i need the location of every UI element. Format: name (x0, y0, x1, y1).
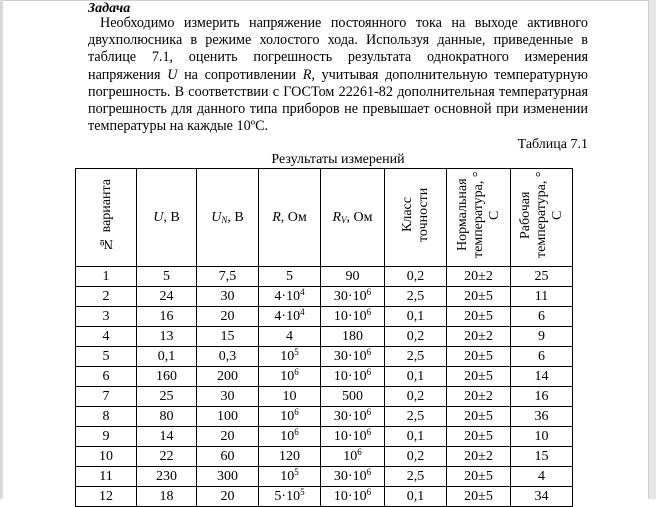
cell-working-temp: 25 (511, 267, 573, 287)
table-row (76, 327, 573, 347)
cell-un: 100 (197, 407, 259, 427)
cell-variant: 4 (76, 327, 137, 347)
cell-rv: $30\cdot 10^6$ (321, 407, 385, 427)
cell-normal-temp: 20±5 (447, 487, 511, 507)
var-r: R (302, 66, 312, 83)
cell-accuracy-class: 0,1 (385, 367, 447, 387)
cell-u: 16 (137, 307, 197, 327)
table-row (76, 447, 573, 467)
cell-u: 22 (137, 447, 197, 467)
cell-working-temp: 4 (511, 467, 573, 487)
table-row (76, 367, 573, 387)
task-title: Задача (88, 1, 131, 16)
table-row (76, 267, 573, 287)
cell-accuracy-class: 0,1 (385, 487, 447, 507)
cell-rv: $30\cdot 10^6$ (321, 347, 385, 367)
cell-un: 20 (197, 307, 259, 327)
cell-un: 30 (197, 387, 259, 407)
cell-normal-temp: 20±5 (447, 407, 511, 427)
task-paragraph (88, 15, 588, 135)
cell-rv: 90 (321, 267, 385, 287)
header-un: $U_N$, В (197, 169, 259, 267)
cell-variant: 6 (76, 367, 137, 387)
cell-u: 25 (137, 387, 197, 407)
table-row (76, 407, 573, 427)
cell-u: 0,1 (137, 347, 197, 367)
cell-rv: $30\cdot 10^6$ (321, 287, 385, 307)
cell-rv: $10\cdot 10^6$ (321, 487, 385, 507)
cell-working-temp: 34 (511, 487, 573, 507)
cell-u: 5 (137, 267, 197, 287)
cell-u: 14 (137, 427, 197, 447)
table-number: Таблица 7.1 (517, 137, 588, 152)
cell-un: 7,5 (197, 267, 259, 287)
cell-variant: 10 (76, 447, 137, 467)
cell-normal-temp: 20±5 (447, 287, 511, 307)
cell-r: $5\cdot 10^5$ (259, 487, 321, 507)
table-row (76, 467, 573, 487)
header-normal-temp: Нормальная температура, ° С (447, 169, 511, 267)
cell-r: $10^5$ (259, 467, 321, 487)
cell-variant: 2 (76, 287, 137, 307)
cell-working-temp: 6 (511, 307, 573, 327)
cell-accuracy-class: 0,1 (385, 427, 447, 447)
cell-un: 30 (197, 287, 259, 307)
cell-r: 120 (259, 447, 321, 467)
cell-rv: $30\cdot 10^6$ (321, 467, 385, 487)
table-row (76, 387, 573, 407)
cell-r: $10^6$ (259, 427, 321, 447)
cell-working-temp: 14 (511, 367, 573, 387)
table-caption: Результаты измерений (271, 152, 405, 167)
header-working-temp: Рабочая температура, ° С (511, 169, 573, 267)
cell-normal-temp: 20±5 (447, 367, 511, 387)
cell-normal-temp: 20±5 (447, 307, 511, 327)
header-u: U, В (137, 169, 197, 267)
header-variant: № варианта (76, 169, 137, 267)
cell-un: 300 (197, 467, 259, 487)
paragraph-text-1: Необходимо измерить напряжение постоянного тока на выходе активного двухполюсника в режиме холостого хода. Используя данные, приведенные в таблице 7.1, оценить погрешность результата однократного измерения напряжения (88, 15, 588, 83)
cell-r: $10^6$ (259, 407, 321, 427)
cell-variant: 12 (76, 487, 137, 507)
cell-variant: 5 (76, 347, 137, 367)
cell-un: 200 (197, 367, 259, 387)
cell-variant: 11 (76, 467, 137, 487)
header-rv: $R_V$, Ом (321, 169, 385, 267)
cell-rv: 500 (321, 387, 385, 407)
cell-accuracy-class: 0,1 (385, 307, 447, 327)
viewer-left-border (0, 0, 3, 499)
cell-r: 5 (259, 267, 321, 287)
cell-normal-temp: 20±5 (447, 467, 511, 487)
cell-accuracy-class: 2,5 (385, 407, 447, 427)
cell-normal-temp: 20±2 (447, 267, 511, 287)
cell-normal-temp: 20±2 (447, 447, 511, 467)
cell-u: 13 (137, 327, 197, 347)
cell-u: 80 (137, 407, 197, 427)
cell-rv: 180 (321, 327, 385, 347)
cell-u: 18 (137, 487, 197, 507)
cell-working-temp: 16 (511, 387, 573, 407)
cell-un: 15 (197, 327, 259, 347)
cell-r: $10^5$ (259, 347, 321, 367)
cell-normal-temp: 20±2 (447, 327, 511, 347)
cell-normal-temp: 20±5 (447, 427, 511, 447)
cell-variant: 1 (76, 267, 137, 287)
cell-variant: 8 (76, 407, 137, 427)
cell-rv: $10\cdot 10^6$ (321, 307, 385, 327)
table-row (76, 487, 573, 507)
cell-u: 160 (137, 367, 197, 387)
cell-rv: $10\cdot 10^6$ (321, 367, 385, 387)
cell-working-temp: 6 (511, 347, 573, 367)
cell-u: 230 (137, 467, 197, 487)
cell-accuracy-class: 0,2 (385, 327, 447, 347)
header-accuracy-class: Класс точности (385, 169, 447, 267)
cell-accuracy-class: 0,2 (385, 267, 447, 287)
paragraph-text-2: на сопротивлении (177, 66, 303, 83)
cell-u: 24 (137, 287, 197, 307)
paragraph-text-3: , учитывая дополнительную температурную погрешность. В соответствии с ГОСТом 22261-82 дополнительная температурная погрешность для данного типа приборов не превышает основной при изменении температуры на каждые 10ºC. (88, 66, 588, 135)
cell-r: $4\cdot 10^4$ (259, 307, 321, 327)
table-body (76, 267, 573, 507)
cell-r: $10^6$ (259, 367, 321, 387)
cell-variant: 3 (76, 307, 137, 327)
cell-un: 0,3 (197, 347, 259, 367)
table-header-row (76, 169, 573, 267)
cell-accuracy-class: 2,5 (385, 287, 447, 307)
cell-rv: $10\cdot 10^6$ (321, 427, 385, 447)
cell-rv: $10^6$ (321, 447, 385, 467)
header-r: R, Ом (259, 169, 321, 267)
cell-working-temp: 9 (511, 327, 573, 347)
cell-normal-temp: 20±5 (447, 347, 511, 367)
cell-accuracy-class: 2,5 (385, 467, 447, 487)
cell-accuracy-class: 0,2 (385, 387, 447, 407)
table-row (76, 347, 573, 367)
cell-working-temp: 36 (511, 407, 573, 427)
cell-variant: 9 (76, 427, 137, 447)
cell-un: 20 (197, 427, 259, 447)
cell-un: 60 (197, 447, 259, 467)
cell-working-temp: 10 (511, 427, 573, 447)
cell-r: 4 (259, 327, 321, 347)
cell-accuracy-class: 2,5 (385, 347, 447, 367)
cell-r: $4\cdot 10^4$ (259, 287, 321, 307)
table-row (76, 307, 573, 327)
cell-r: 10 (259, 387, 321, 407)
cell-variant: 7 (76, 387, 137, 407)
table-row (76, 427, 573, 447)
cell-accuracy-class: 0,2 (385, 447, 447, 467)
cell-working-temp: 11 (511, 287, 573, 307)
viewer-scrollbar[interactable] (648, 0, 656, 499)
cell-un: 20 (197, 487, 259, 507)
results-table (75, 168, 573, 507)
table-row (76, 287, 573, 307)
var-u: U (167, 66, 178, 83)
cell-working-temp: 15 (511, 447, 573, 467)
cell-normal-temp: 20±2 (447, 387, 511, 407)
